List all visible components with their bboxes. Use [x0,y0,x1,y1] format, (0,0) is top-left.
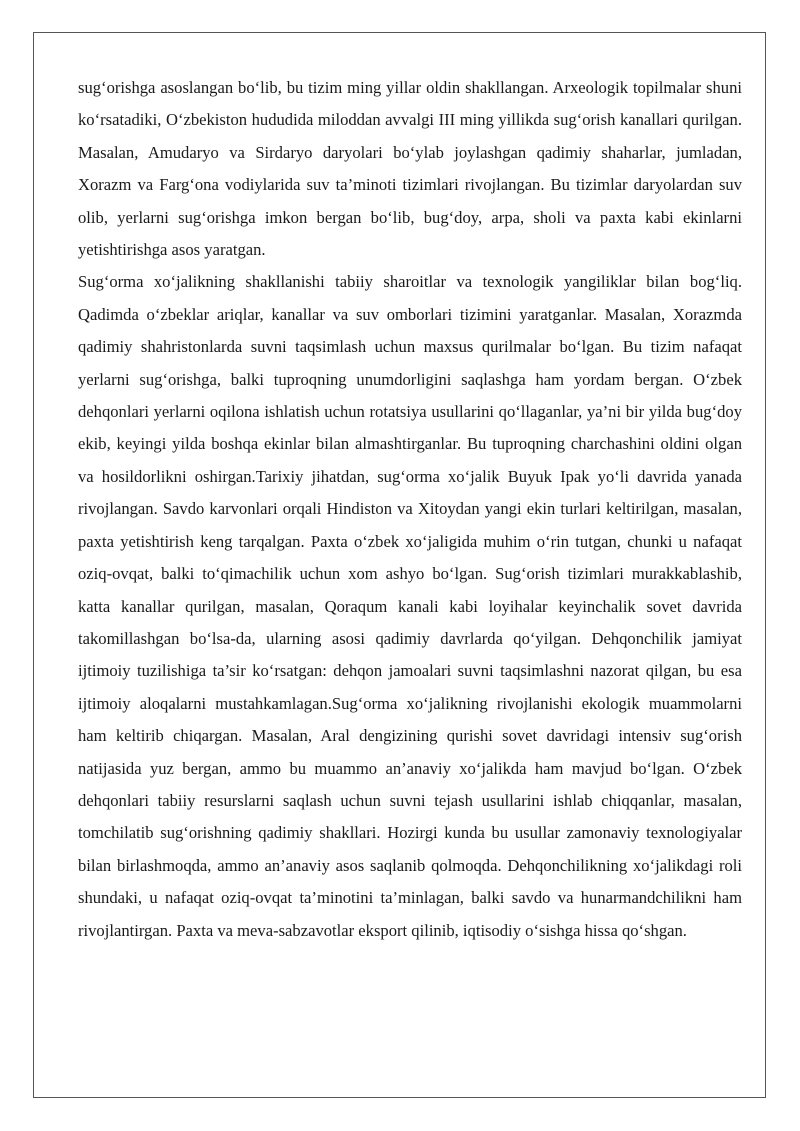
paragraph: Sug‘orma xo‘jalikning shakllanishi tabiiy sharoitlar va texnologik yangiliklar bilan bog‘liq. Qadimda o‘zbeklar ariqlar, kanallar va suv omborlari tizimini yaratganlar. Masalan, Xorazmda qadimiy shahristonlarda suvni taqsimlash uchun maxsus qurilmalar bo‘lgan. Bu tizim nafaqat yerlarni sug‘orishga, balki tuproqning unumdorligini saqlashga ham yordam bergan. O‘zbek dehqonlari yerlarni oqilona ishlatish uchun rotatsiya usullarini qo‘llaganlar, ya’ni bir yilda bug‘doy ekib, keyingi yilda boshqa ekinlar bilan almashtirganlar. Bu tuproqning charchashini oldini olgan va hosildorlikni oshirgan.Tarixiy jihatdan, sug‘orma xo‘jalik Buyuk Ipak yo‘li davrida yanada rivojlangan. Savdo karvonlari orqali Hindiston va Xitoydan yangi ekin turlari keltirilgan, masalan, paxta yetishtirish keng tarqalgan. Paxta o‘zbek xo‘jaligida muhim o‘rin tutgan, chunki u nafaqat oziq-ovqat, balki to‘qimachilik uchun xom ashyo bo‘lgan. Sug‘orish tizimlari murakkablashib, katta kanallar qurilgan, masalan, Qoraqum kanali kabi loyihalar keyinchalik sovet davrida takomillashgan bo‘lsa-da, ularning asosi qadimiy davrlarda qo‘yilgan. Dehqonchilik jamiyat ijtimoiy tuzilishiga ta’sir ko‘rsatgan: dehqon jamoalari suvni taqsimlashni nazorat qilgan, bu esa ijtimoiy aloqalarni mustahkamlagan.Sug‘orma xo‘jalikning rivojlanishi ekologik muammolarni ham keltirib chiqargan. Masalan, Aral dengizining qurishi sovet davridagi intensiv sug‘orish natijasida yuz bergan, ammo bu muammo an’anaviy xo‘jalikda ham mavjud bo‘lgan. O‘zbek dehqonlari tabiiy resurslarni saqlash uchun suvni tejash usullarini ishlab chiqqanlar, masalan, tomchilatib sug‘orishning qadimiy shakllari. Hozirgi kunda bu usullar zamonaviy texnologiyalar bilan birlashmoqda, ammo an’anaviy asos saqlanib qolmoqda. Dehqonchilikning xo‘jalikdagi roli shundaki, u nafaqat oziq-ovqat ta’minotini ta’minlagan, balki savdo va hunarmandchilikni ham rivojlantirgan. Paxta va meva-sabzavotlar eksport qilinib, iqtisodiy o‘sishga hissa qo‘shgan. [78,272,742,940]
document-body [78,72,742,947]
paragraph: sug‘orishga asoslangan bo‘lib, bu tizim ming yillar oldin shakllangan. Arxeologik topilmalar shuni ko‘rsatadiki, O‘zbekiston hududida miloddan avvalgi III ming yillikda sug‘orish kanallari qurilgan. Masalan, Amudaryo va Sirdaryo daryolari bo‘ylab joylashgan qadimiy shaharlar, jumladan, Xorazm va Farg‘ona vodiylarida suv ta’minoti tizimlari rivojlangan. Bu tizimlar daryolardan suv olib, yerlarni sug‘orishga imkon bergan bo‘lib, bug‘doy, arpa, sholi va paxta kabi ekinlarni yetishtirishga asos yaratgan. [78,78,742,260]
